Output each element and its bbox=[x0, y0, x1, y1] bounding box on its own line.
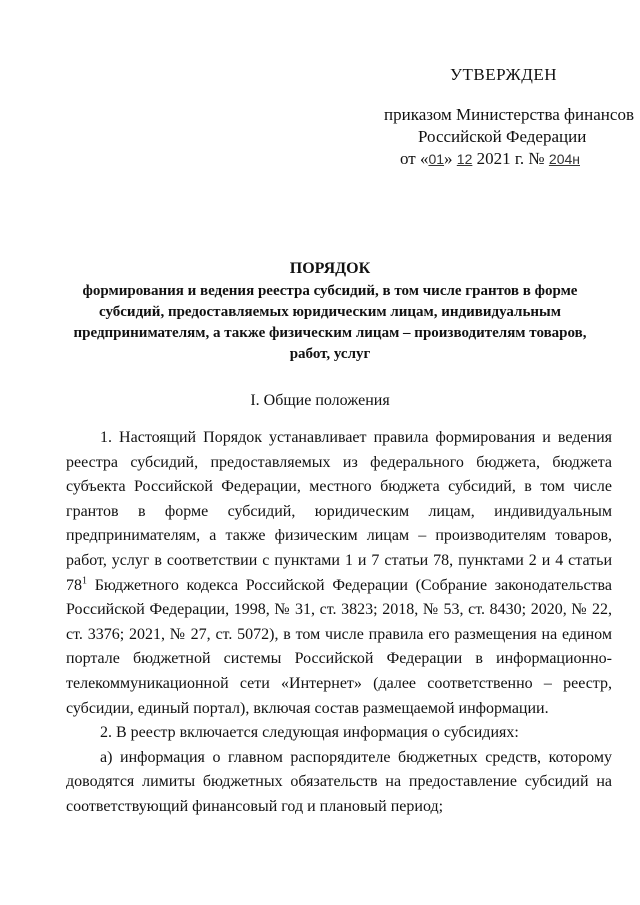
paragraph-1 bbox=[66, 426, 612, 721]
paragraph-3: а) информация о главном распорядителе бюджетных средств, которому доводятся лимиты бюджетных обязательств на предоставление субсидий на соответствующий финансовый год и плановый период; bbox=[66, 748, 612, 815]
document-body bbox=[66, 426, 612, 820]
paragraph-1-text-b: Бюджетного кодекса Российской Федерации (Собрание законодательства Российской Федерации, 1998, № 31, ст. 3823; 2018, № 53, ст. 8430; 2020, № 22, ст. 3376; 2021, № 27, ст. 5072), в том числе правила его размещения на едином портале бюджетной системы Российской Федерации в информационно-телекоммуникационной сети «Интернет» (далее соответственно – реестр, субсидии, единый портал), включая состав размещаемой информации. bbox=[66, 576, 612, 717]
approval-title: УТВЕРЖДЕН bbox=[450, 65, 557, 84]
approval-order-line: приказом Министерства финансов bbox=[384, 105, 634, 124]
document-title: ПОРЯДОК bbox=[289, 260, 371, 277]
section-title: I. Общие положения bbox=[250, 392, 390, 409]
order-number: 204н bbox=[548, 151, 580, 167]
date-day: 01 bbox=[428, 151, 445, 167]
date-month: 12 bbox=[456, 151, 473, 167]
document-heading bbox=[60, 258, 600, 365]
paragraph-2: 2. В реестр включается следующая информация о субсидиях: bbox=[100, 724, 519, 742]
document-subtitle: формирования и ведения реестра субсидий, в том числе грантов в форме субсидий, предоставляемых юридическим лицам, индивидуальным предпринимателям, а также физическим лицам – производителям товаров, работ, услуг bbox=[73, 283, 587, 362]
superscript-1: 1 bbox=[82, 575, 87, 587]
approval-country-line: Российской Федерации bbox=[418, 127, 587, 146]
date-separator: » bbox=[444, 149, 457, 168]
date-year: 2021 г. № bbox=[472, 149, 549, 168]
date-prefix: от « bbox=[400, 149, 429, 168]
paragraph-1-text-a: 1. Настоящий Порядок устанавливает правила формирования и ведения реестра субсидий, предоставляемых из федерального бюджета, бюджета субъекта Российской Федерации, местного бюджета субсидий, в том числе грантов в форме субсидий, юридическим лицам, индивидуальным предпринимателям, а также физическим лицам – производителям товаров, работ, услуг в соответствии с пунктами 1 и 7 статьи 78, пунктами 2 и 4 статьи 78 bbox=[66, 429, 612, 594]
approval-date-line bbox=[400, 148, 580, 170]
